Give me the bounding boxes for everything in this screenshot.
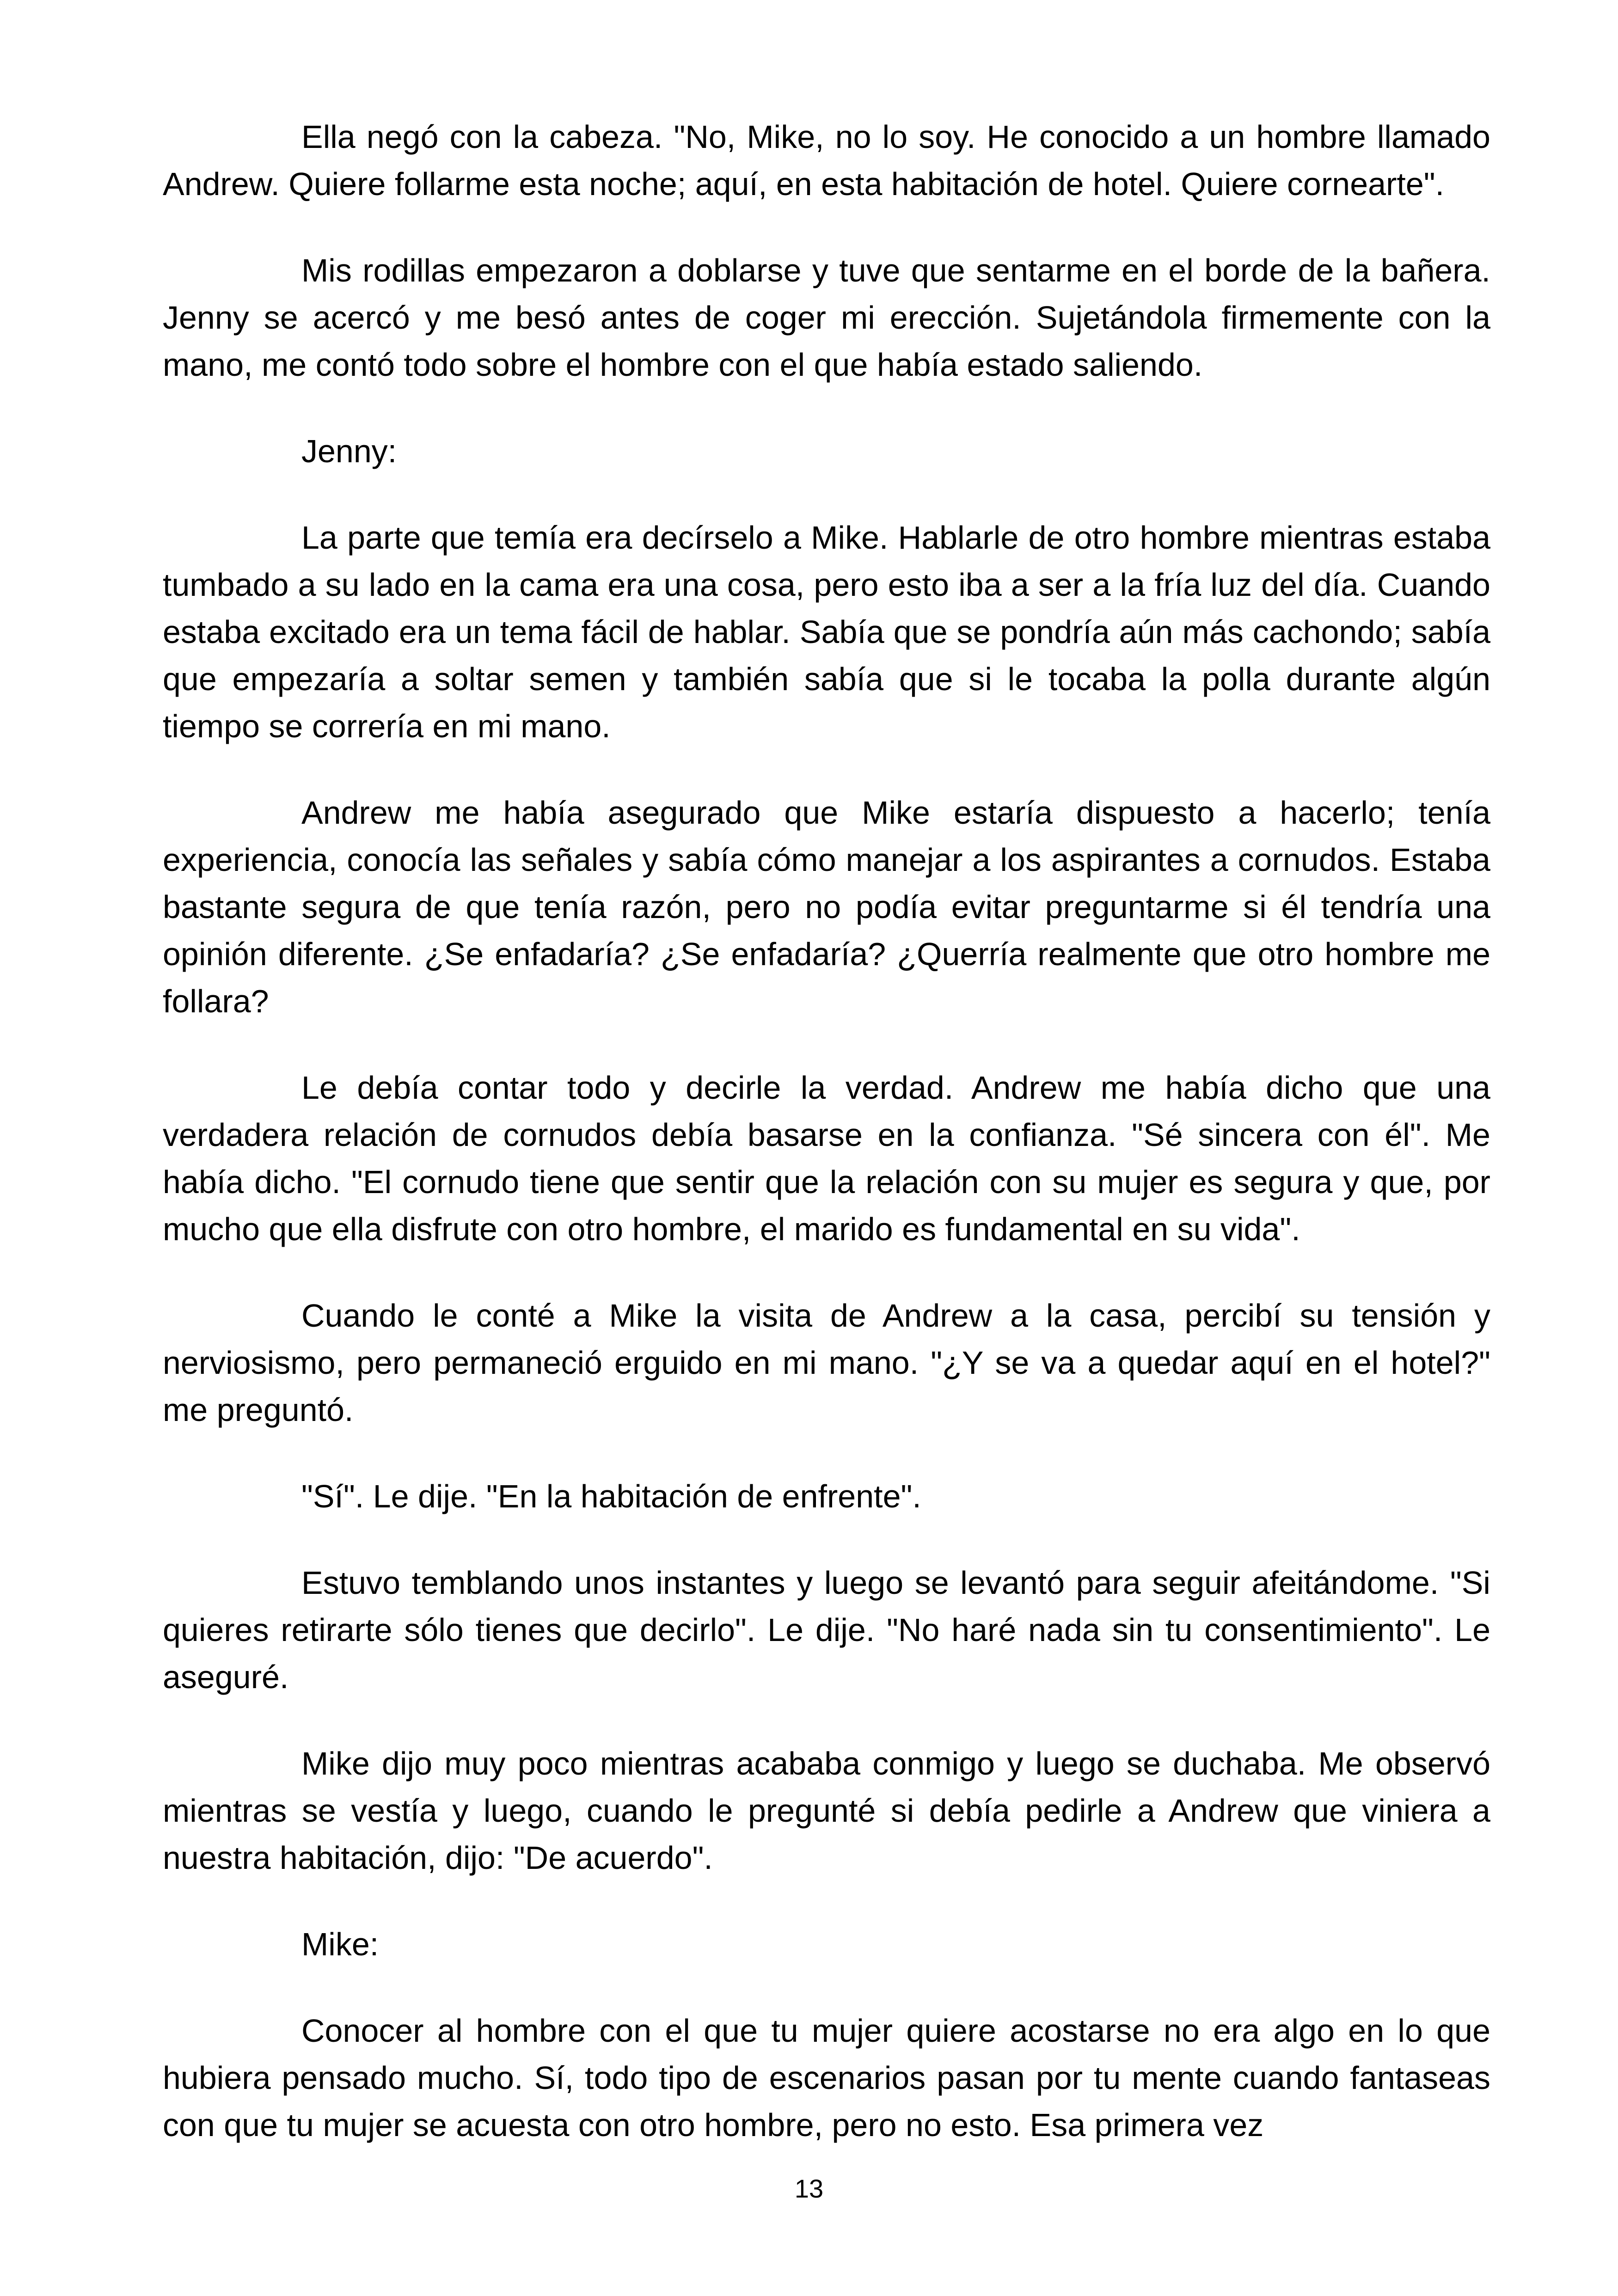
paragraph-6: Cuando le conté a Mike la visita de Andrew a la casa, percibí su tensión y nerviosismo, pero permaneció erguido en mi mano. "¿Y se va a quedar aquí en el hotel?" me preguntó. [163, 1298, 1490, 1428]
paragraph-1: Ella negó con la cabeza. "No, Mike, no lo soy. He conocido a un hombre llamado Andrew. Quiere follarme esta noche; aquí, en esta habitación de hotel. Quiere cornearte". [163, 119, 1490, 202]
document-page [163, 113, 1490, 2188]
speaker-heading-jenny: Jenny: [301, 433, 397, 469]
paragraph-9: Mike dijo muy poco mientras acababa conmigo y luego se duchaba. Me observó mientras se vestía y luego, cuando le pregunté si debía pedirle a Andrew que viniera a nuestra habitación, dijo: "De acuerdo". [163, 1745, 1490, 1876]
paragraph-7: "Sí". Le dije. "En la habitación de enfrente". [301, 1478, 921, 1514]
paragraph-2: Mis rodillas empezaron a doblarse y tuve que sentarme en el borde de la bañera. Jenny se acercó y me besó antes de coger mi erección. Sujetándola firmemente con la mano, me contó todo sobre el hombre con el que había estado saliendo. [163, 252, 1490, 383]
paragraph-10: Conocer al hombre con el que tu mujer quiere acostarse no era algo en lo que hubiera pensado mucho. Sí, todo tipo de escenarios pasan por tu mente cuando fantaseas con que tu mujer se acuesta con otro hombre, pero no esto. Esa primera vez [163, 2013, 1490, 2143]
paragraph-5: Le debía contar todo y decirle la verdad. Andrew me había dicho que una verdadera relación de cornudos debía basarse en la confianza. "Sé sincera con él". Me había dicho. "El cornudo tiene que sentir que la relación con su mujer es segura y que, por mucho que ella disfrute con otro hombre, el marido es fundamental en su vida". [163, 1070, 1490, 1247]
page-number: 13 [794, 2174, 824, 2203]
paragraph-3: La parte que temía era decírselo a Mike. Hablarle de otro hombre mientras estaba tumbado a su lado en la cama era una cosa, pero esto iba a ser a la fría luz del día. Cuando estaba excitado era un tema fácil de hablar. Sabía que se pondría aún más cachondo; sabía que empezaría a soltar semen y también sabía que si le tocaba la polla durante algún tiempo se correría en mi mano. [163, 520, 1490, 744]
paragraph-8: Estuvo temblando unos instantes y luego se levantó para seguir afeitándome. "Si quieres retirarte sólo tienes que decirlo". Le dije. "No haré nada sin tu consentimiento". Le aseguré. [163, 1565, 1490, 1695]
paragraph-4: Andrew me había asegurado que Mike estaría dispuesto a hacerlo; tenía experiencia, conocía las señales y sabía cómo manejar a los aspirantes a cornudos. Estaba bastante segura de que tenía razón, pero no podía evitar preguntarme si él tendría una opinión diferente. ¿Se enfadaría? ¿Se enfadaría? ¿Querría realmente que otro hombre me follara? [163, 795, 1490, 1019]
speaker-heading-mike: Mike: [301, 1926, 379, 1962]
